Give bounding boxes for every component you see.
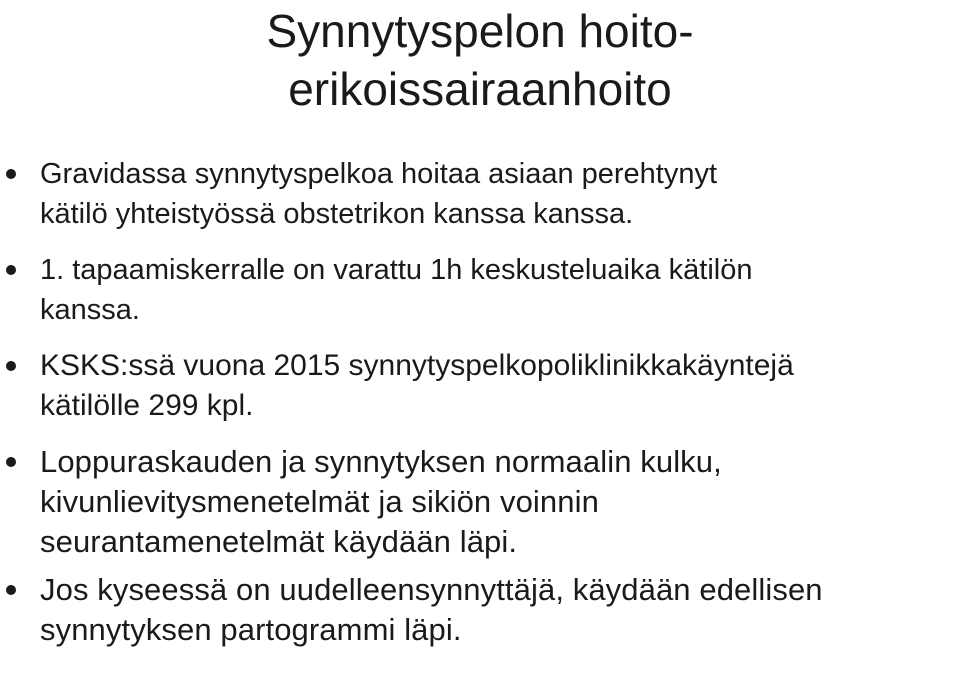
bullet-5-line-1: Jos kyseessä on uudelleensynnyttäjä, käydään edellisen <box>40 572 823 607</box>
bullet-item-2 <box>0 250 960 330</box>
bullet-3-line-1: KSKS:ssä vuona 2015 synnytyspelkopoliklinikkakäyntejä <box>40 349 794 382</box>
bullet-item-4 <box>0 442 960 562</box>
bullet-4-line-3: seurantamenetelmät käydään läpi. <box>40 524 518 559</box>
bullet-5-line-2: synnytyksen partogrammi läpi. <box>40 612 462 647</box>
bullet-4-line-2: kivunlievitysmenetelmät ja sikiön voinnin <box>40 484 599 519</box>
bullet-dot-icon <box>6 265 16 275</box>
title-line-1: Synnytyspelon hoito- <box>266 5 694 57</box>
title-line-2: erikoissairaanhoito <box>288 63 672 115</box>
bullet-dot-icon <box>6 457 16 467</box>
bullet-dot-icon <box>6 169 16 179</box>
bullet-list <box>0 154 960 650</box>
bullet-item-1 <box>0 154 960 234</box>
bullet-dot-icon <box>6 361 16 371</box>
bullet-2-line-1: 1. tapaamiskerralle on varattu 1h keskusteluaika kätilön <box>40 254 753 286</box>
bullet-1-line-2: kätilö yhteistyössä obstetrikon kanssa kanssa. <box>40 198 634 230</box>
bullet-item-5 <box>0 570 960 650</box>
bullet-dot-icon <box>6 585 16 595</box>
slide-title <box>0 2 960 118</box>
bullet-2-line-2: kanssa. <box>40 294 140 326</box>
bullet-4-line-1: Loppuraskauden ja synnytyksen normaalin kulku, <box>40 444 722 479</box>
bullet-item-3 <box>0 346 960 426</box>
bullet-3-line-2: kätilölle 299 kpl. <box>40 389 254 422</box>
bullet-1-line-1: Gravidassa synnytyspelkoa hoitaa asiaan perehtynyt <box>40 158 718 190</box>
